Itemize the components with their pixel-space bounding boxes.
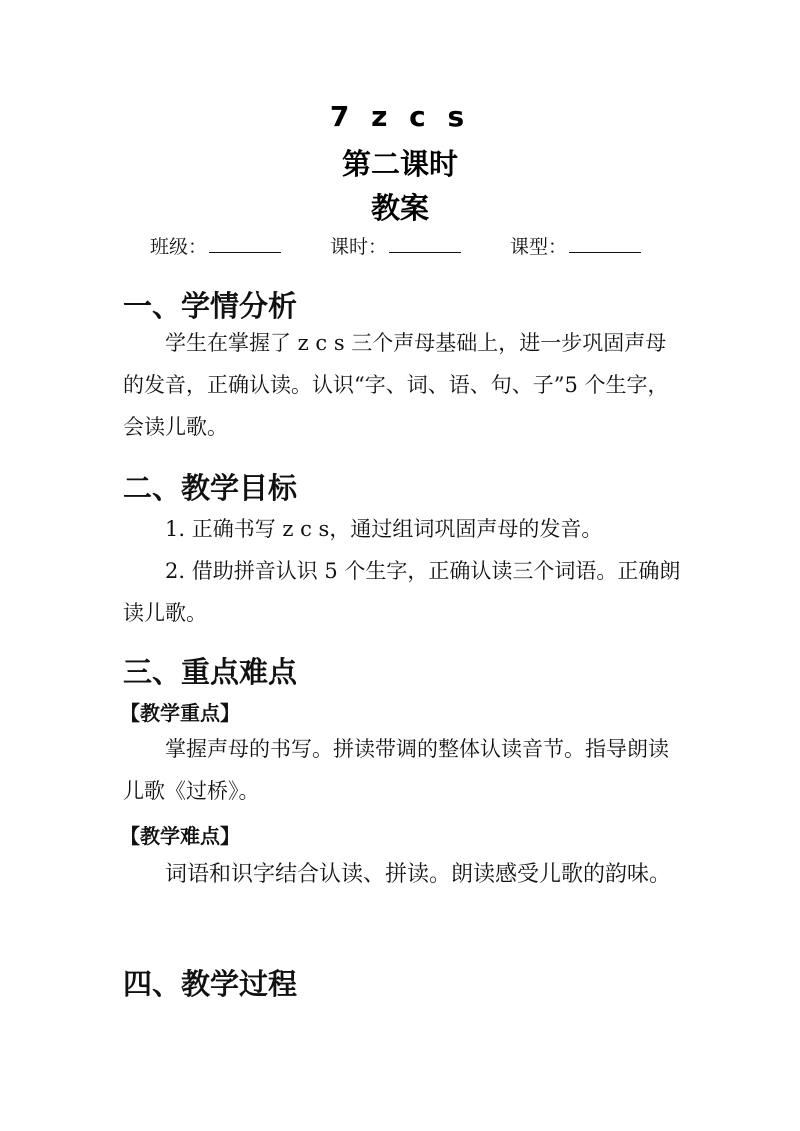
section-heading-analysis: 一、学情分析	[123, 289, 298, 323]
class-blank	[209, 234, 281, 253]
class-field	[150, 232, 281, 259]
type-label: 课型：	[510, 236, 568, 258]
type-blank	[569, 234, 641, 253]
doc-type-title: 教案	[370, 191, 429, 225]
analysis-text: 学生在掌握了 z c s 三个声母基础上，进一步巩固声母的发音，正确认读。认识“字、词、语、句、子”5 个生字，会读儿歌。	[123, 331, 669, 439]
period-blank	[389, 234, 461, 253]
type-field	[510, 232, 641, 259]
lesson-period-title: 第二课时	[341, 147, 458, 181]
period-field	[330, 232, 461, 259]
section-heading-process: 四、教学过程	[123, 967, 298, 1001]
section-heading-key-points: 三、重点难点	[123, 655, 298, 689]
difficulty-text: 词语和识字结合认读、拼读。朗读感受儿歌的韵味。	[165, 862, 672, 887]
key-points-text: 掌握声母的书写。拼读带调的整体认读音节。指导朗读儿歌《过桥》。	[123, 737, 669, 803]
key-points-label: 【教学重点】	[120, 701, 240, 725]
objective-item-2: 2. 借助拼音认识 5 个生字，正确认读三个词语。正确朗读儿歌。	[123, 559, 681, 625]
period-label: 课时：	[330, 236, 388, 258]
section-heading-objectives: 二、教学目标	[123, 471, 298, 505]
class-label: 班级：	[150, 236, 208, 258]
lesson-title: 7 z c s	[329, 100, 471, 133]
difficulty-label: 【教学难点】	[120, 824, 240, 848]
objective-item-1: 1. 正确书写 z c s，通过组词巩固声母的发音。	[165, 517, 603, 541]
meta-line	[150, 232, 710, 262]
